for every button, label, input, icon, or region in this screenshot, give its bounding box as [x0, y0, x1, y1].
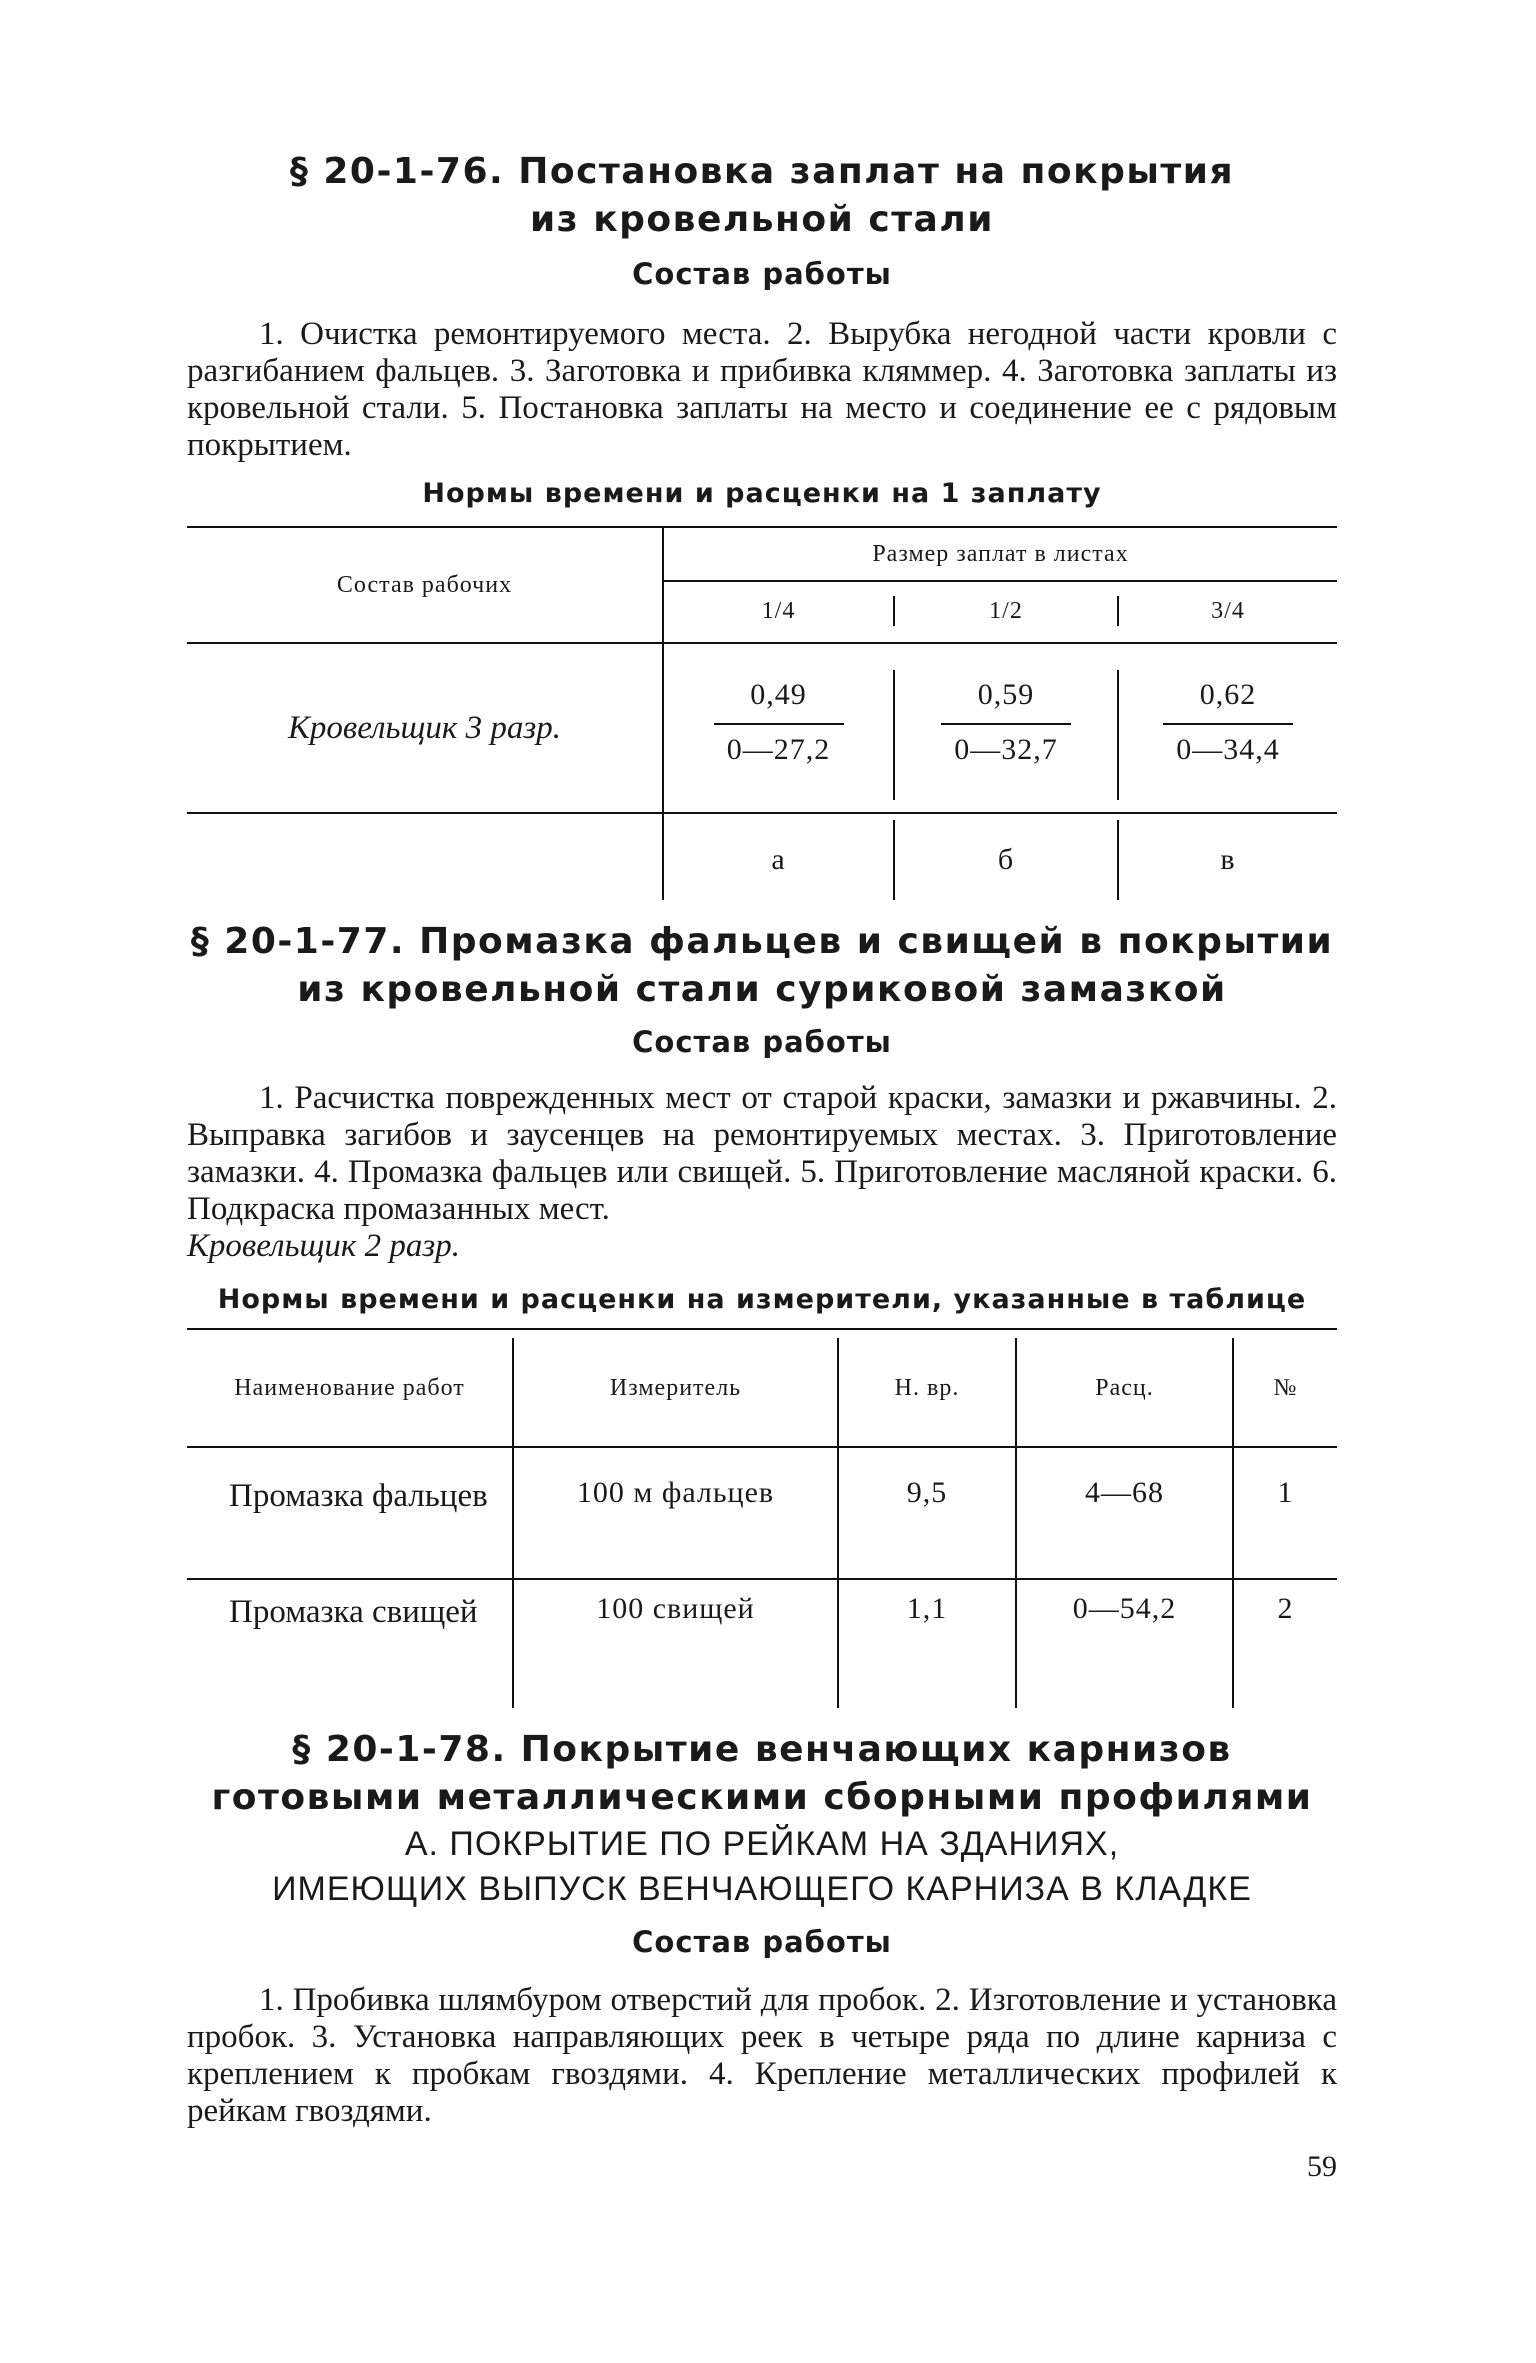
- table2-row1-no: 1: [1277, 1476, 1294, 1509]
- table2-row1-price: 4—68: [1085, 1476, 1164, 1509]
- section-76-work-text: [187, 316, 1337, 464]
- section-77-work-text: [187, 1080, 1337, 1228]
- table1-norm: 0,59: [977, 678, 1035, 711]
- table2-row2-unit: 100 свищей: [596, 1592, 755, 1625]
- table1-norm: 0,49: [750, 678, 807, 711]
- table2-row2-no: 2: [1277, 1592, 1294, 1625]
- table2-row2-price: 0—54,2: [1072, 1592, 1177, 1625]
- section-77-title: [187, 918, 1337, 1014]
- table2-header-unit: Измеритель: [609, 1374, 742, 1401]
- table2-row-rule: [187, 1578, 1337, 1580]
- section-77-table: [187, 1328, 1337, 1708]
- table2-row2-norm: 1,1: [906, 1592, 948, 1625]
- table1-size-half: 1/2: [989, 597, 1023, 624]
- table2-row1-unit: 100 м фальцев: [576, 1476, 775, 1509]
- table2-header-rule: [187, 1446, 1337, 1448]
- table1-letter-v: в: [1220, 843, 1236, 876]
- table1-bottom-rule: [187, 812, 1337, 814]
- table1-price: 0—32,7: [954, 733, 1058, 766]
- table1-size-three-quarter: 3/4: [1211, 597, 1245, 624]
- section-78-work-paragraph: 1. Пробивка шлямбуром отверстий для пробок. 2. Изготовление и установка пробок. 3. Установка направляющих реек в четыре ряда по длине карниза с креплением к пробкам гвоздями. 4. Крепление металлических профилей к рейкам гвоздями.: [187, 1982, 1337, 2129]
- section-78-work-heading: Состав работы: [632, 1925, 892, 1959]
- table2-row2-name: Промазка свищей: [229, 1594, 478, 1630]
- section-76-table: [187, 520, 1337, 910]
- table1-row-label: Кровельщик 3 разр.: [288, 709, 561, 746]
- section-78-title: [187, 1726, 1337, 1822]
- section-78-subtitle: [187, 1822, 1337, 1912]
- section-77-worker: Кровельщик 2 разр.: [187, 1228, 460, 1264]
- table2-row1-norm: 9,5: [906, 1476, 948, 1509]
- table2-header-no: №: [1273, 1374, 1298, 1401]
- table1-col-workers: Состав рабочих: [336, 571, 513, 598]
- section-78-subtitle-line2: ИМЕЮЩИХ ВЫПУСК ВЕНЧАЮЩЕГО КАРНИЗА В КЛАДКЕ: [272, 1870, 1252, 1908]
- section-76-work-heading: Состав работы: [632, 257, 892, 291]
- section-77-title-line2: из кровельной стали суриковой замазкой: [297, 969, 1227, 1010]
- section-76-norms-caption: Нормы времени и расценки на 1 заплату: [422, 478, 1102, 509]
- section-77-work-heading: Состав работы: [632, 1025, 892, 1059]
- section-78-title-line1: § 20-1-78. Покрытие венчающих карнизов: [292, 1729, 1232, 1770]
- table1-size-quarter: 1/4: [761, 597, 796, 624]
- section-78-work-text: [187, 1982, 1337, 2130]
- page-number: 59: [1307, 2150, 1337, 2183]
- section-76-title-line1: § 20-1-76. Постановка заплат на покрытия: [289, 151, 1235, 192]
- table2-header-price: Расц.: [1095, 1374, 1154, 1401]
- table2-row1-name: Промазка фальцев: [229, 1478, 488, 1514]
- section-78-title-line2: готовыми металлическими сборными профилями: [211, 1777, 1313, 1818]
- table2-header-name: Наименование работ: [234, 1374, 465, 1401]
- table1-letter-b: б: [997, 843, 1015, 876]
- section-78-subtitle-line1: А. ПОКРЫТИЕ ПО РЕЙКАМ НА ЗДАНИЯХ,: [404, 1825, 1120, 1863]
- table1-col-group: Размер заплат в листах: [872, 540, 1129, 567]
- table1-norm: 0,62: [1199, 678, 1257, 711]
- table2-header-norm: Н. вр.: [894, 1374, 960, 1401]
- table2-top-rule: [187, 1328, 1337, 1330]
- table1-price: 0—27,2: [726, 733, 831, 766]
- table1-price: 0—34,4: [1176, 733, 1280, 766]
- section-77-norms-caption: Нормы времени и расценки на измерители, указанные в таблице: [217, 1284, 1307, 1315]
- section-76-title-line2: из кровельной стали: [530, 199, 994, 240]
- section-77-title-line1: § 20-1-77. Промазка фальцев и свищей в покрытии: [190, 921, 1334, 962]
- section-77-work-paragraph: 1. Расчистка поврежденных мест от старой краски, замазки и ржавчины. 2. Выправка загибов и заусенцев на ремонтируемых местах. 3. Приготовление замазки. 4. Промазка фальцев или свищей. 5. Приготовление масляной краски. 6. Подкраска промазанных мест.: [187, 1080, 1337, 1227]
- section-76-work-paragraph: 1. Очистка ремонтируемого места. 2. Вырубка негодной части кровли с разгибанием фальцев. 3. Заготовка и прибивка кляммер. 4. Заготовка заплаты из кровельной стали. 5. Постановка заплаты на место и соединение ее с рядовым покрытием.: [187, 316, 1337, 463]
- section-76-title: [187, 148, 1337, 244]
- table1-letter-a: а: [771, 843, 786, 876]
